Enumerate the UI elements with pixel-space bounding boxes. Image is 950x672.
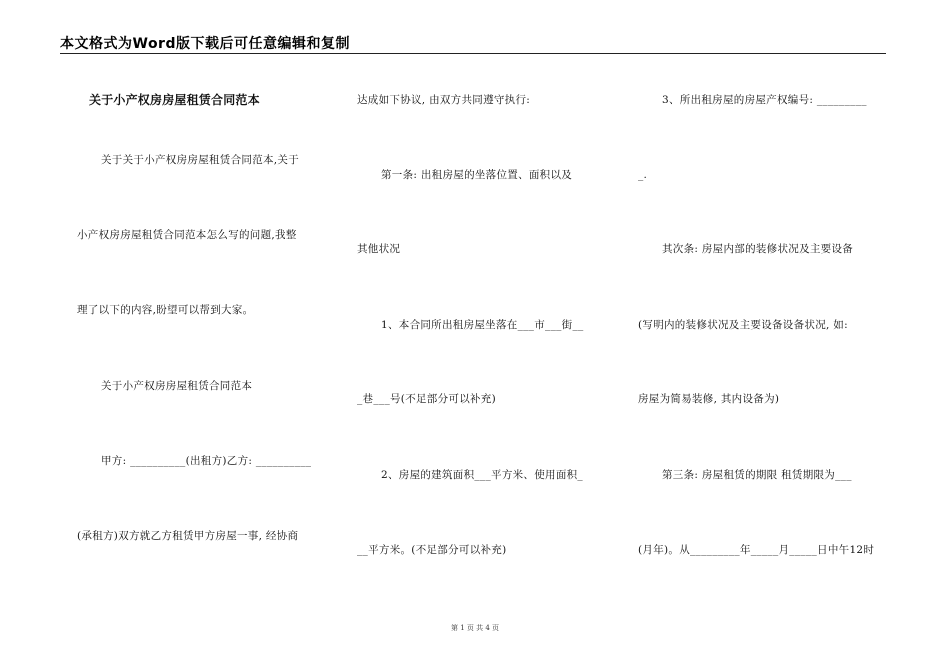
paragraph-line: 房屋为简易装修, 其内设备为) <box>638 393 780 405</box>
paragraph-line: 甲方: __________(出租方)乙方: __________ <box>101 455 312 467</box>
document-title: 关于小产权房房屋租赁合同范本 <box>89 93 260 107</box>
paragraph-line: 2、房屋的建筑面积___平方米、使用面积_ <box>381 469 583 481</box>
paragraph-line: 3、所出租房屋的房屋产权编号: _________ <box>662 94 867 106</box>
paragraph-line: __平方米。(不足部分可以补充) <box>357 544 507 556</box>
paragraph-line: 第一条: 出租房屋的坐落位置、面积以及 <box>381 169 573 181</box>
paragraph-line: 其次条: 房屋内部的装修状况及主要设备 <box>662 243 854 255</box>
paragraph-line: 第三条: 房屋租赁的期限 租赁期限为___ <box>662 469 852 481</box>
paragraph-line: _. <box>638 169 648 181</box>
paragraph-line: 达成如下协议, 由双方共同遵守执行: <box>357 94 531 106</box>
paragraph-line: 理了以下的内容,盼望可以帮到大家。 <box>77 304 254 316</box>
paragraph-line: _巷___号(不足部分可以补充) <box>357 393 496 405</box>
paragraph-line: 小产权房房屋租赁合同范本怎么写的问题,我整 <box>77 229 297 241</box>
document-banner: 本文格式为Word版下载后可任意编辑和复制 <box>60 36 350 52</box>
paragraph-line: 关于小产权房房屋租赁合同范本 <box>101 380 253 392</box>
paragraph-line: (月年)。从_________年_____月_____日中午12时 <box>638 544 875 556</box>
page-number: 第 1 页 共 4 页 <box>450 624 500 632</box>
paragraph-line: (承租方)双方就乙方租赁甲方房屋一事, 经协商 <box>77 530 299 542</box>
paragraph-line: 1、本合同所出租房屋坐落在___市___街__ <box>381 319 584 331</box>
paragraph-line: 其他状况 <box>357 243 401 255</box>
header-rule <box>60 53 886 54</box>
paragraph-line: (写明内的装修状况及主要设备设备状况, 如: <box>638 319 848 331</box>
paragraph-line: 关于关于小产权房房屋租赁合同范本,关于 <box>101 154 300 166</box>
